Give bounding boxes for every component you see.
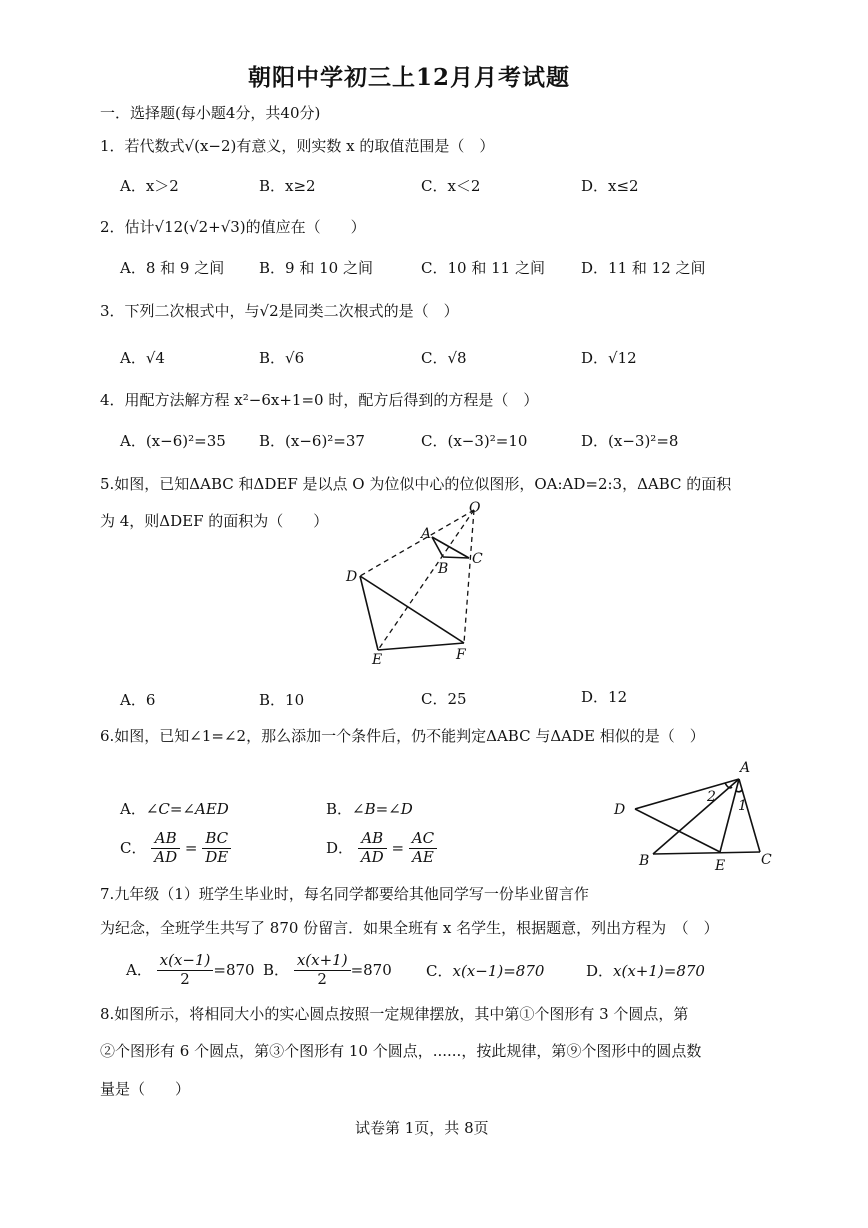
denominator: 2 xyxy=(180,969,190,988)
label-f: F xyxy=(456,647,466,663)
question-5-option-d: D．12 xyxy=(581,688,628,706)
question-1-option-a: A．x＞2 xyxy=(120,177,179,195)
label-c: C xyxy=(472,551,483,567)
question-7-option-d xyxy=(586,964,705,979)
numerator: BC xyxy=(202,831,231,849)
question-7-option-a xyxy=(126,953,255,988)
question-3-option-a: A．√4 xyxy=(120,349,165,367)
label-d: D xyxy=(346,569,358,585)
edge-da xyxy=(635,779,739,809)
label-e: E xyxy=(715,858,726,874)
question-5-option-b: B．10 xyxy=(259,691,305,709)
question-5-stem-line1: 5.如图，已知ΔABC 和ΔDEF 是以点 O 为位似中心的位似图形，OA:AD=2:3，ΔABC 的面积 xyxy=(100,475,732,493)
label-c: C xyxy=(761,852,772,868)
question-8-stem-line3: 量是（ ） xyxy=(100,1080,191,1098)
question-1-stem: 1．若代数式√(x−2)有意义，则实数 x 的取值范围是（ ） xyxy=(100,137,495,155)
option-text: ∠C=∠AED xyxy=(145,800,229,818)
edge-bc xyxy=(653,852,760,854)
label-1: 1 xyxy=(738,798,747,814)
question-2-option-b: B．9 和 10 之间 xyxy=(259,259,373,277)
question-5-option-c: C．25 xyxy=(421,690,467,708)
denominator: 2 xyxy=(317,969,327,988)
option-label: A． xyxy=(126,960,152,979)
edge-df xyxy=(360,576,464,643)
edge-ab xyxy=(653,779,739,854)
fraction-bc-de xyxy=(202,831,231,866)
edge-ef xyxy=(378,643,464,650)
question-3-option-c: C．√8 xyxy=(421,349,467,367)
angle-1-arc xyxy=(736,790,742,792)
label-2: 2 xyxy=(707,789,716,805)
question-2-option-d: D．11 和 12 之间 xyxy=(581,259,706,277)
question-3-stem: 3．下列二次根式中，与√2是同类二次根式的是（ ） xyxy=(100,302,459,320)
option-text: x(x+1)=870 xyxy=(613,962,705,980)
label-d: D xyxy=(614,802,626,818)
question-5-option-a: A．6 xyxy=(120,691,156,709)
question-5-stem-line2: 为 4，则ΔDEF 的面积为（ ） xyxy=(100,512,329,530)
question-4-option-d: D．(x−3)²=8 xyxy=(581,432,679,450)
equation-rhs: =870 xyxy=(350,960,392,979)
question-3-option-b: B．√6 xyxy=(259,349,305,367)
ray-oad xyxy=(360,510,474,576)
question-7-option-b xyxy=(263,953,392,988)
question-4-option-a: A．(x−6)²=35 xyxy=(120,432,226,450)
denominator: AD xyxy=(154,847,178,866)
question-6-option-d xyxy=(326,831,437,866)
question-6-option-b xyxy=(326,802,413,817)
page-title: 朝阳中学初三上12月月考试题 xyxy=(248,64,571,91)
question-3-option-d: D．√12 xyxy=(581,349,637,367)
question-6-option-c xyxy=(120,831,231,866)
question-4-option-b: B．(x−6)²=37 xyxy=(259,432,365,450)
question-7-stem-line2: 为纪念，全班学生共写了 870 份留言．如果全班有 x 名学生，根据题意，列出方程为 （ ） xyxy=(100,919,719,937)
label-a: A xyxy=(740,760,751,776)
question-7-option-c xyxy=(426,964,544,979)
question-6-figure xyxy=(605,755,785,875)
question-8-stem-line2: ②个图形有 6 个圆点，第③个图形有 10 个圆点，......，按此规律，第⑨个图形中的圆点数 xyxy=(100,1042,702,1060)
option-text: ∠B=∠D xyxy=(352,800,413,818)
option-label: D． xyxy=(586,962,614,980)
label-e: E xyxy=(372,652,383,668)
option-label: C． xyxy=(120,838,147,857)
label-b: B xyxy=(438,561,449,577)
numerator: AC xyxy=(409,831,437,849)
numerator: AB xyxy=(358,831,387,849)
question-1-option-d: D．x≤2 xyxy=(581,177,639,195)
edge-de xyxy=(360,576,378,650)
denominator: DE xyxy=(205,847,229,866)
fraction xyxy=(294,953,351,988)
fraction-ac-ae xyxy=(409,831,437,866)
option-label: C． xyxy=(426,962,453,980)
fraction-ab-ad xyxy=(358,831,387,866)
option-label: A． xyxy=(120,800,146,818)
question-8-stem-line1: 8.如图所示，将相同大小的实心圆点按照一定规律摆放，其中第①个图形有 3 个圆点，第 xyxy=(100,1005,689,1023)
numerator: x(x−1) xyxy=(157,953,214,971)
fraction xyxy=(157,953,214,988)
fraction-ab-ad xyxy=(151,831,180,866)
ray-ocf xyxy=(464,510,474,643)
label-o: O xyxy=(469,500,481,516)
question-5-figure xyxy=(335,498,515,668)
denominator: AE xyxy=(412,847,434,866)
question-2-option-c: C．10 和 11 之间 xyxy=(421,259,545,277)
denominator: AD xyxy=(360,847,384,866)
numerator: AB xyxy=(151,831,180,849)
equation-rhs: =870 xyxy=(213,960,255,979)
option-label: B． xyxy=(326,800,353,818)
equals-sign: = xyxy=(391,838,405,857)
section-heading: 一．选择题(每小题4分，共40分) xyxy=(100,104,321,122)
question-6-option-a xyxy=(120,802,229,817)
numerator: x(x+1) xyxy=(294,953,351,971)
option-label: B． xyxy=(263,960,290,979)
label-a: A xyxy=(421,526,432,542)
edge-ac xyxy=(739,779,760,852)
edge-ae xyxy=(720,779,739,852)
question-7-stem-line1: 7.九年级（1）班学生毕业时，每名同学都要给其他同学写一份毕业留言作 xyxy=(100,885,589,903)
question-6-stem: 6.如图，已知∠1=∠2，那么添加一个条件后，仍不能判定ΔABC 与ΔADE 相似的是（ ） xyxy=(100,727,705,745)
edge-bc xyxy=(443,557,469,558)
question-4-option-c: C．(x−3)²=10 xyxy=(421,432,528,450)
question-2-stem: 2．估计√12(√2+√3)的值应在（ ） xyxy=(100,218,366,236)
page-footer: 试卷第 1页，共 8页 xyxy=(355,1119,489,1137)
question-2-option-a: A．8 和 9 之间 xyxy=(120,259,225,277)
equals-sign: = xyxy=(184,838,198,857)
option-label: D． xyxy=(326,838,354,857)
question-1-option-b: B．x≥2 xyxy=(259,177,316,195)
question-4-stem: 4．用配方法解方程 x²−6x+1=0 时，配方后得到的方程是（ ） xyxy=(100,391,539,409)
edge-de xyxy=(635,809,720,852)
question-1-option-c: C．x＜2 xyxy=(421,177,481,195)
label-b: B xyxy=(639,853,650,869)
option-text: x(x−1)=870 xyxy=(452,962,545,980)
